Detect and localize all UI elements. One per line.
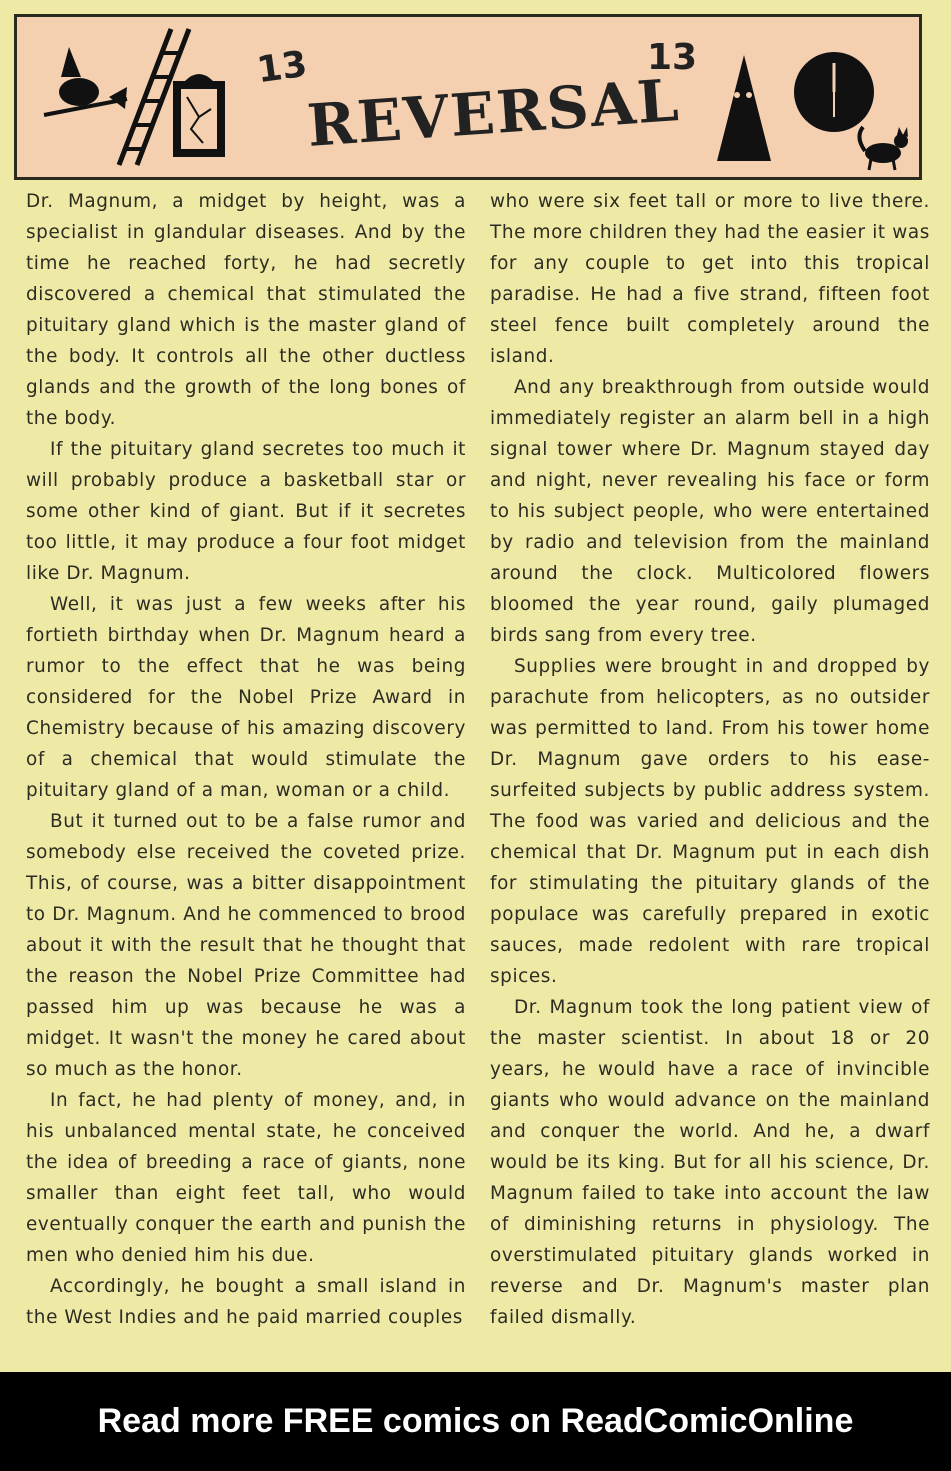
paragraph: But it turned out to be a false rumor and somebody else received the coveted prize. This, of course, was a bitter disappointment to Dr. Magnum. And he commenced to brood about it with the result that he thought that the reason the Nobel Prize Committee had passed him up was because he was a midget. It wasn't the money he cared about so much as the honor. xyxy=(26,811,466,1080)
left-column xyxy=(26,186,466,1333)
paragraph: If the pituitary gland secretes too much it will probably produce a basketball star or some other kind of giant. But if it secretes too little, it may produce a four foot midget like Dr. Magnum. xyxy=(26,439,466,584)
paragraph: Dr. Magnum took the long patient view of the master scientist. In about 18 or 20 years, he would have a race of invincible giants who would advance on the mainland and conquer the world. And he, a dwarf would be its king. But for all his science, Dr. Magnum failed to take into account the law of diminishing returns in physiology. The overstimulated pituitary glands worked in reverse and Dr. Magnum's master plan failed dismally. xyxy=(490,997,930,1328)
paragraph: who were six feet tall or more to live there. The more children they had the easier it was for any couple to get into this tropical paradise. He had a five strand, fifteen foot steel fence built completely around the island. xyxy=(490,191,930,367)
paragraph: Supplies were brought in and dropped by parachute from helicopters, as no outsider was permitted to land. From his tower home Dr. Magnum gave orders to his ease-surfeited subjects by public address system. The food was varied and delicious and the chemical that Dr. Magnum put in each dish for stimulating the pituitary glands of the populace was carefully prepared in exotic sauces, made redolent with rare tropical spices. xyxy=(490,656,930,987)
black-cat-icon xyxy=(853,117,913,172)
footer-link[interactable]: Read more FREE comics on ReadComicOnline xyxy=(97,1402,854,1440)
page-title: REVERSAL xyxy=(305,66,683,160)
paragraph: Well, it was just a few weeks after his fortieth birthday when Dr. Magnum heard a rumor to the effect that he was being considered for the Nobel Prize Award in Chemistry because of his amazing discovery of a chemical that would stimulate the pituitary gland of a man, woman or a child. xyxy=(26,594,466,801)
paragraph: And any breakthrough from outside would immediately register an alarm bell in a high signal tower where Dr. Magnum stayed day and night, never revealing his face or form to his subject people, who were entertained by radio and television from the mainland around the clock. Multicolored flowers bloomed the year round, gaily plumaged birds sang from every tree. xyxy=(490,377,930,646)
paragraph: Accordingly, he bought a small island in the West Indies and he paid married couples xyxy=(26,1276,466,1328)
number-13-right: 13 xyxy=(647,37,698,78)
right-column xyxy=(490,186,930,1333)
footer-banner xyxy=(0,1372,951,1471)
ghost-icon xyxy=(709,53,779,168)
title-banner xyxy=(14,14,922,180)
paragraph: Dr. Magnum, a midget by height, was a specialist in glandular diseases. And by the time he reached forty, he had secretly discovered a chemical that stimulated the pituitary gland which is the master gland of the body. It controls all the other ductless glands and the growth of the long bones of the body. xyxy=(26,191,466,429)
paragraph: In fact, he had plenty of money, and, in his unbalanced mental state, he conceived the idea of breeding a race of giants, none smaller than eight feet tall, who would eventually conquer the earth and punish the men who denied him his due. xyxy=(26,1090,466,1266)
broken-mirror-icon xyxy=(167,67,232,162)
number-13-left: 13 xyxy=(254,43,310,92)
